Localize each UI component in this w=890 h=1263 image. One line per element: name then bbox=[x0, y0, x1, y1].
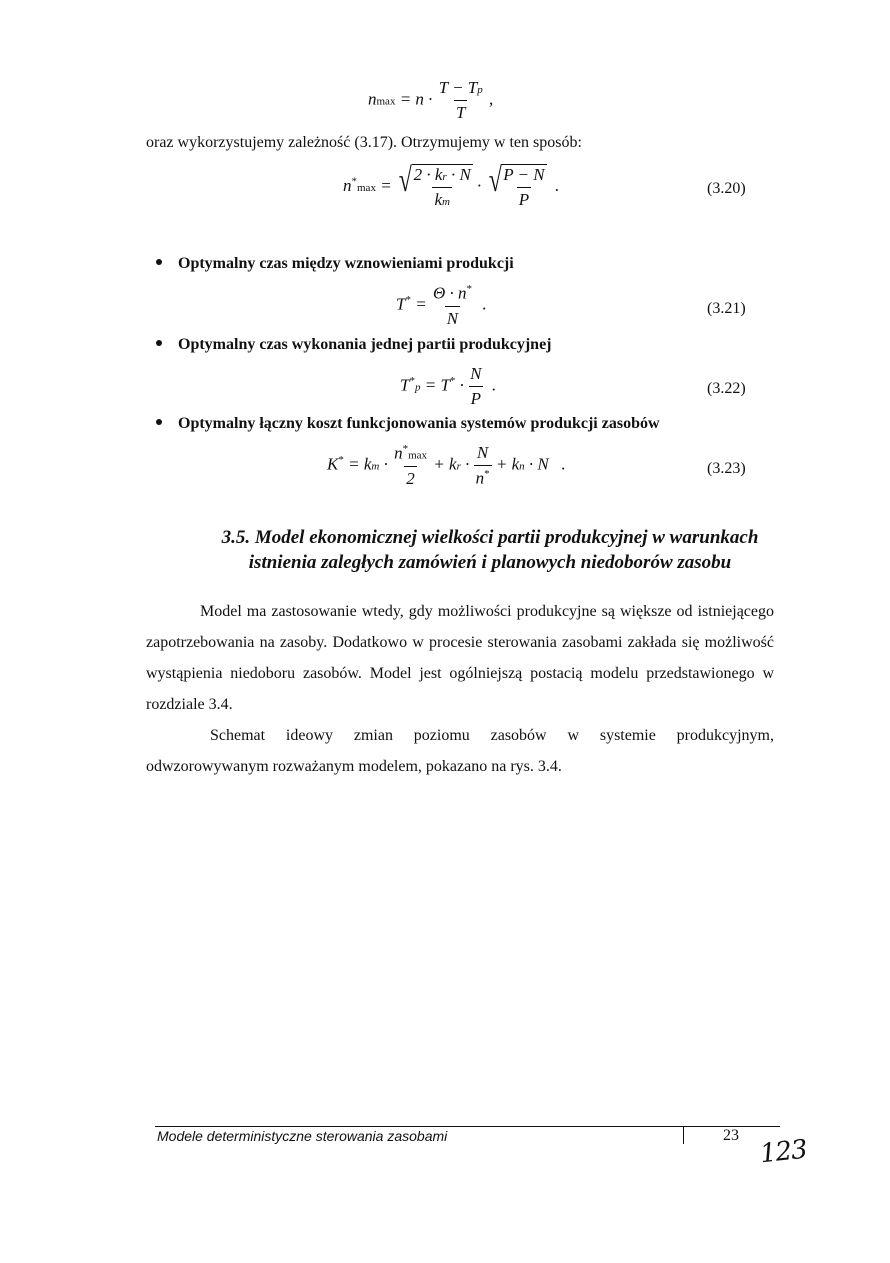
eq-superscript: * bbox=[402, 443, 409, 455]
section-heading-line-2: istnienia zaległych zamówień i planowych niedoborów zasobu bbox=[248, 552, 732, 573]
eq-operator: = bbox=[415, 294, 427, 314]
eq-numerator: T − T bbox=[438, 78, 478, 97]
section-heading bbox=[150, 525, 830, 575]
page-number: 23 bbox=[723, 1127, 739, 1144]
bullet-item-3 bbox=[156, 415, 660, 433]
eq-subscript: max bbox=[408, 449, 428, 462]
eq-operator: = T bbox=[424, 375, 450, 395]
eq-operator: · bbox=[465, 454, 470, 474]
eq-superscript: * bbox=[484, 468, 490, 480]
eq-punct: , bbox=[489, 89, 494, 109]
bullet-label: Optymalny łączny koszt funkcjonowania systemów produkcji zasobów bbox=[178, 415, 660, 432]
intro-line: oraz wykorzystujemy zależność (3.17). Otrzymujemy w ten sposób: bbox=[146, 134, 582, 151]
bullet-label: Optymalny czas między wznowieniami produkcji bbox=[178, 255, 514, 272]
eq-numerator: 2 · k bbox=[413, 165, 443, 184]
eq-sqrt-1: √ $\frac{2 \cdot kr \cdot N}{km}$ bbox=[398, 162, 471, 209]
eq-denominator: k bbox=[434, 190, 442, 209]
eq-subscript: p bbox=[414, 381, 421, 394]
eq-denominator: P bbox=[469, 386, 483, 409]
eq-symbol: n bbox=[343, 175, 352, 195]
eq-symbol: K bbox=[327, 454, 339, 474]
eq-denominator: 2 bbox=[404, 466, 417, 489]
eq-denominator: P bbox=[517, 187, 531, 210]
eq-operator: = bbox=[380, 175, 392, 195]
eq-symbol: n bbox=[368, 89, 377, 109]
eq-subscript: max bbox=[357, 181, 376, 194]
eq-punct: . bbox=[555, 175, 560, 195]
footer-title: Modele deterministyczne sterowania zasobami bbox=[157, 1128, 448, 1144]
eq-operator: · N bbox=[528, 454, 549, 474]
equation-nmax-definition bbox=[368, 78, 493, 123]
eq-subscript: r bbox=[442, 171, 447, 183]
eq-superscript: * bbox=[338, 454, 344, 467]
eq-operator: = n · bbox=[399, 89, 433, 109]
eq-superscript: * bbox=[409, 374, 415, 387]
eq-sqrt-2: √ $\frac{P - N}{P}$ bbox=[488, 162, 545, 209]
eq-denominator: n bbox=[475, 468, 485, 488]
eq-fraction bbox=[474, 443, 492, 489]
eq-numerator: n bbox=[394, 443, 403, 463]
eq-punct: . bbox=[482, 294, 487, 314]
eq-subscript: m bbox=[441, 196, 450, 208]
bullet-item-2 bbox=[156, 336, 552, 354]
equation-3-20 bbox=[343, 164, 559, 210]
eq-fraction bbox=[412, 165, 473, 210]
eq-denominator: T bbox=[454, 100, 467, 123]
equation-number-3-22: (3.22) bbox=[707, 380, 746, 397]
eq-superscript: * bbox=[405, 294, 411, 307]
eq-operator: · bbox=[459, 375, 464, 395]
eq-numerator-tail: · N bbox=[450, 165, 471, 184]
equation-3-23 bbox=[327, 443, 566, 489]
eq-symbol: T bbox=[396, 294, 406, 314]
equation-number-3-21: (3.21) bbox=[707, 300, 746, 317]
eq-numerator: N bbox=[470, 364, 482, 383]
eq-subscript: r bbox=[456, 460, 461, 473]
eq-superscript: * bbox=[449, 374, 456, 387]
eq-subscript: n bbox=[519, 460, 525, 473]
eq-punct: . bbox=[561, 454, 566, 474]
eq-superscript: * bbox=[466, 283, 472, 295]
eq-operator: + k bbox=[433, 454, 457, 474]
eq-symbol: T bbox=[400, 375, 410, 395]
equation-3-22 bbox=[400, 364, 496, 409]
eq-numerator: Θ · n bbox=[432, 283, 467, 303]
bullet-item-1 bbox=[156, 255, 514, 273]
eq-denominator: N bbox=[445, 306, 460, 329]
eq-fraction bbox=[437, 78, 485, 123]
eq-punct: . bbox=[492, 375, 497, 395]
eq-operator: = k bbox=[348, 454, 372, 474]
eq-numerator: P − N bbox=[503, 165, 545, 184]
eq-superscript: * bbox=[351, 175, 357, 188]
body-paragraph-1: Model ma zastosowanie wtedy, gdy możliwości produkcyjne są większe od istniejącego zapotrzebowania na zasoby. Dodatkowo w procesie sterowania zasobami zakłada się możliwość wystąpienia niedoboru zasobów. Model jest ogólniejszą postacią modelu przedstawionego w rozdziale 3.4. bbox=[146, 603, 774, 713]
eq-fraction bbox=[468, 364, 483, 409]
eq-subscript: max bbox=[376, 95, 396, 108]
eq-operator: · bbox=[477, 175, 482, 195]
eq-operator: + k bbox=[495, 454, 520, 474]
footer-separator bbox=[683, 1127, 684, 1144]
bullet-label: Optymalny czas wykonania jednej partii produkcyjnej bbox=[178, 336, 552, 353]
eq-operator: · bbox=[383, 454, 388, 474]
equation-3-21 bbox=[396, 283, 487, 329]
equation-number-3-23: (3.23) bbox=[707, 460, 746, 477]
bullet-dot-icon bbox=[156, 340, 162, 346]
bullet-dot-icon bbox=[156, 419, 162, 425]
eq-subscript: m bbox=[371, 460, 380, 473]
bullet-dot-icon bbox=[156, 259, 162, 265]
eq-fraction bbox=[431, 283, 474, 329]
handwritten-page-number: 123 bbox=[758, 1134, 809, 1170]
eq-numerator: N bbox=[476, 443, 489, 462]
eq-fraction bbox=[501, 165, 546, 210]
footer-rule bbox=[155, 1126, 780, 1127]
eq-subscript: p bbox=[477, 84, 483, 96]
body-paragraph-2: Schemat ideowy zmian poziomu zasobów w systemie produkcyjnym, odwzorowywanym rozważanym modelem, pokazano na rys. 3.4. bbox=[146, 727, 774, 775]
equation-number-3-20: (3.20) bbox=[707, 180, 746, 197]
section-heading-line-1: 3.5. Model ekonomicznej wielkości partii produkcyjnej w warunkach bbox=[221, 527, 759, 548]
eq-fraction bbox=[392, 443, 429, 489]
